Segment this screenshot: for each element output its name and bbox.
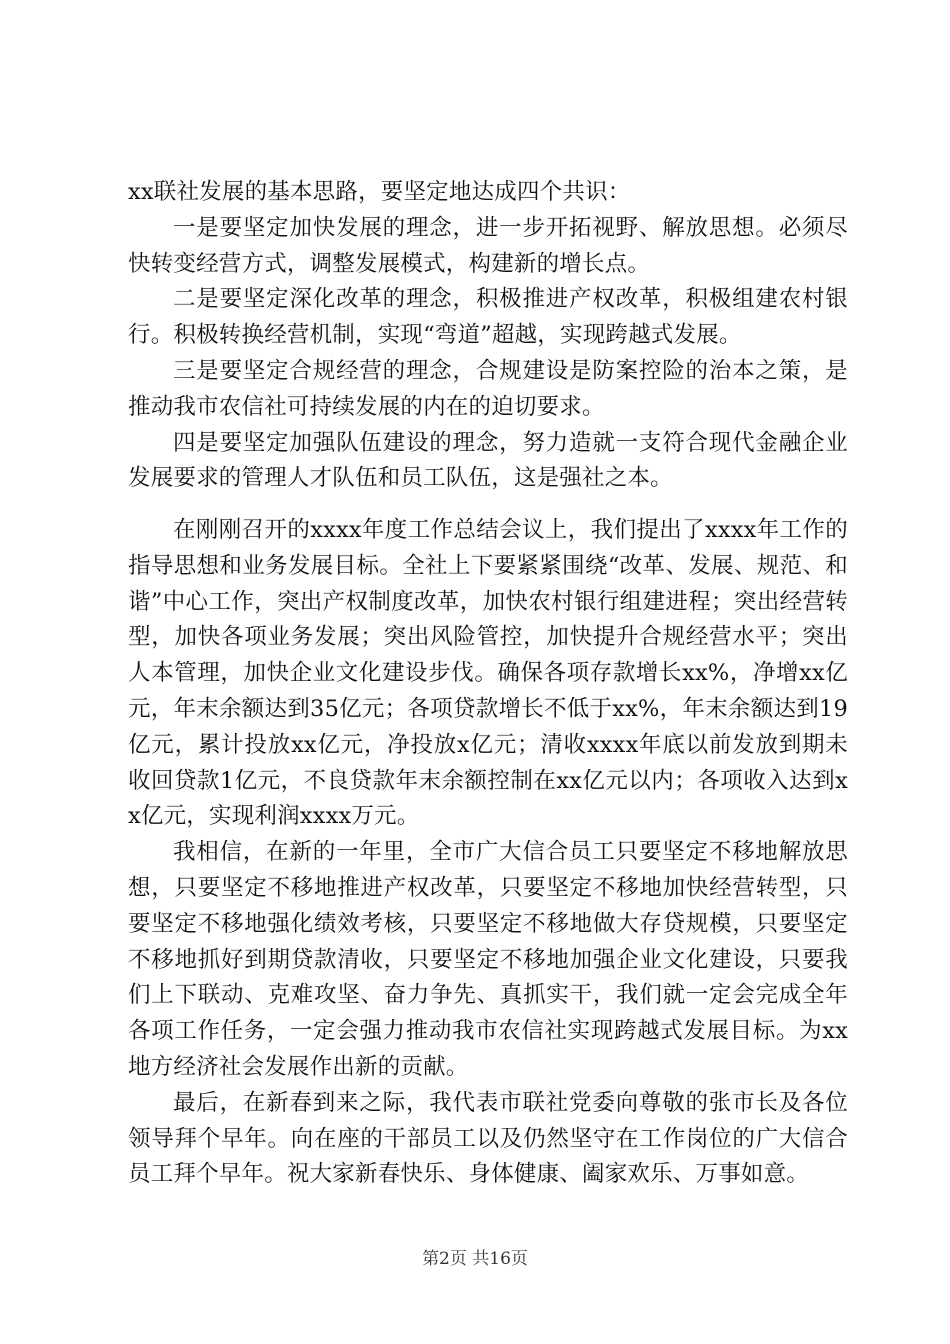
paragraph-consensus-4: 四是要坚定加强队伍建设的理念，努力造就一支符合现代金融企业发展要求的管理人才队伍和员工队伍，这是强社之本。 <box>128 429 848 492</box>
text-section-goals <box>128 513 848 1193</box>
paragraph-consensus-2: 二是要坚定深化改革的理念，积极推进产权改革，积极组建农村银行。积极转换经营机制，实现“弯道”超越，实现跨越式发展。 <box>128 286 848 349</box>
page-number: 第2页 共16页 <box>422 1249 528 1269</box>
paragraph-greeting: 最后，在新春到来之际，我代表市联社党委向尊敬的张市长及各位领导拜个早年。向在座的干部员工以及仍然坚守在工作岗位的广大信合员工拜个早年。祝大家新春快乐、身体健康、阖家欢乐、万事如意。 <box>128 1089 848 1188</box>
paragraph-intro: xx联社发展的基本思路，要坚定地达成四个共识： <box>128 179 631 205</box>
text-section-consensus <box>128 175 848 497</box>
paragraph-consensus-1: 一是要坚定加快发展的理念，进一步开拓视野、解放思想。必须尽快转变经营方式，调整发展模式，构建新的增长点。 <box>128 214 848 277</box>
paragraph-consensus-3: 三是要坚定合规经营的理念，合规建设是防案控险的治本之策，是推动我市农信社可持续发展的内在的迫切要求。 <box>128 357 848 420</box>
paragraph-belief: 我相信，在新的一年里，全市广大信合员工只要坚定不移地解放思想，只要坚定不移地推进产权改革，只要坚定不移地加快经营转型，只要坚定不移地强化绩效考核，只要坚定不移地做大存贷规模，只要坚定不移地抓好到期贷款清收，只要坚定不移地加强企业文化建设，只要我们上下联动、克难攻坚、奋力争先、真抓实干，我们就一定会完成全年各项工作任务，一定会强力推动我市农信社实现跨越式发展目标。为xx地方经济社会发展作出新的贡献。 <box>128 839 848 1080</box>
paragraph-goals: 在刚刚召开的xxxx年度工作总结会议上，我们提出了xxxx年工作的指导思想和业务发展目标。全社上下要紧紧围绕“改革、发展、规范、和谐”中心工作，突出产权制度改革，加快农村银行组建进程；突出经营转型，加快各项业务发展；突出风险管控，加快提升合规经营水平；突出人本管理，加快企业文化建设步伐。确保各项存款增长xx%，净增xx亿元，年末余额达到35亿元；各项贷款增长不低于xx%，年末余额达到19亿元，累计投放xx亿元，净投放x亿元；清收xxxx年底以前发放到期未收回贷款1亿元，不良贷款年末余额控制在xx亿元以内；各项收入达到xx亿元，实现利润xxxx万元。 <box>128 517 848 830</box>
